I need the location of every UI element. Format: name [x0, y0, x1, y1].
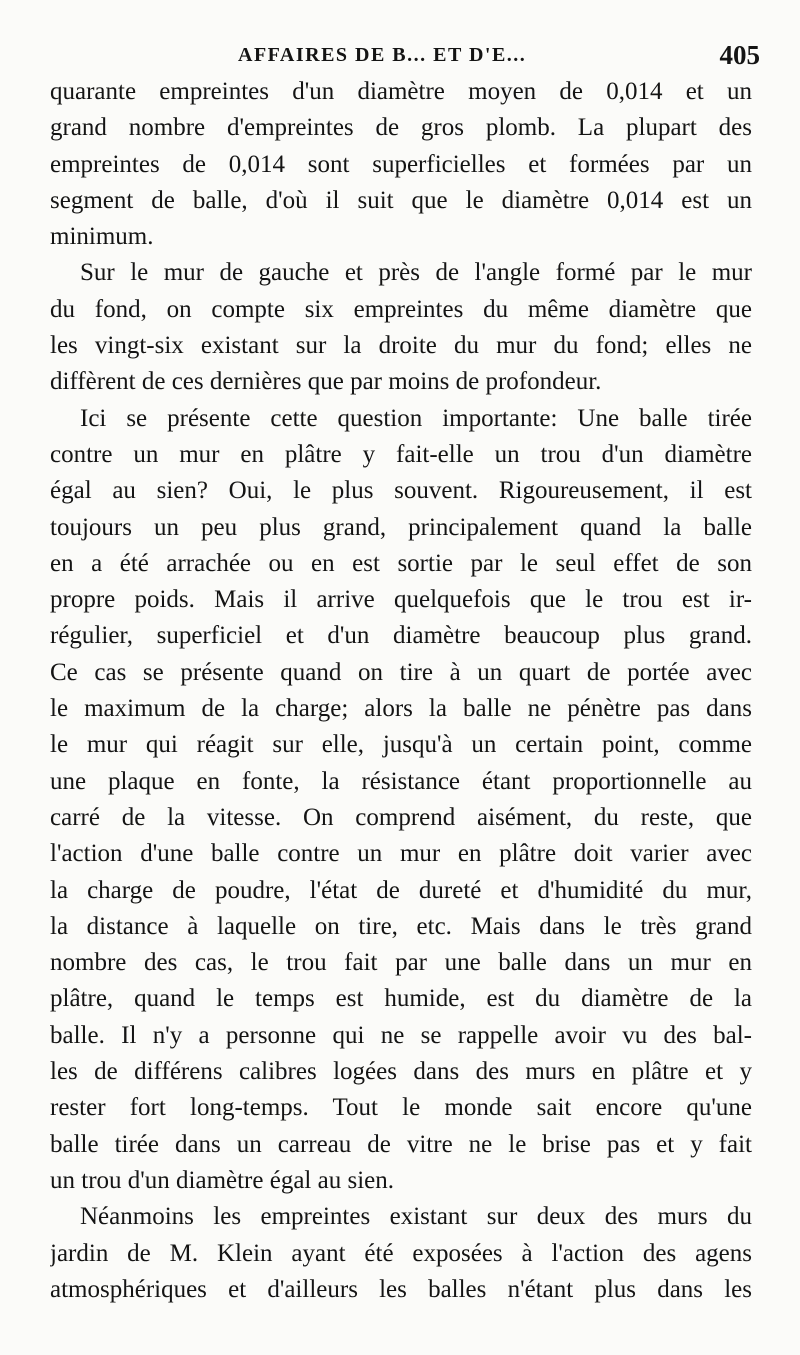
text-line: égal au sien? Oui, le plus souvent. Rigoureusement, il est — [50, 477, 752, 505]
text-line: carré de la vitesse. On comprend aisément, du reste, que — [50, 803, 752, 831]
text-line: une plaque en fonte, la résistance étant proportionnelle au — [50, 767, 752, 795]
text-line: les de différens calibres logées dans des murs en plâtre et y — [50, 1058, 752, 1086]
page-number: 405 — [719, 40, 760, 70]
text-line: les vingt-six existant sur la droite du mur du fond; elles ne — [50, 332, 752, 360]
text-line: contre un mur en plâtre y fait-elle un trou d'un diamètre — [50, 440, 752, 468]
text-line: l'action d'une balle contre un mur en plâtre doit varier avec — [50, 840, 752, 868]
text-line: Ici se présente cette question importante: Une balle tirée — [80, 404, 752, 432]
text-line: balle tirée dans un carreau de vitre ne le brise pas et y fait — [50, 1130, 752, 1158]
text-line: balle. Il n'y a personne qui ne se rappelle avoir vu des bal- — [50, 1021, 752, 1049]
text-line: minimum. — [50, 223, 154, 251]
text-line: quarante empreintes d'un diamètre moyen de 0,014 et un — [50, 78, 752, 105]
text-line: toujours un peu plus grand, principalement quand la balle — [50, 513, 752, 541]
text-line: du fond, on compte six empreintes du même diamètre que — [50, 295, 752, 323]
text-line: jardin de M. Klein ayant été exposées à l'action des agens — [50, 1239, 752, 1267]
text-line: le maximum de la charge; alors la balle ne pénètre pas dans — [50, 695, 752, 723]
text-line: empreintes de 0,014 sont superficielles et formées par un — [50, 150, 752, 178]
text-line: propre poids. Mais il arrive quelquefois que le trou est ir- — [50, 586, 752, 614]
text-line: diffèrent de ces dernières que par moins de profondeur. — [50, 368, 602, 396]
text-line: nombre des cas, le trou fait par une balle dans un mur en — [50, 949, 752, 977]
text-line: atmosphériques et d'ailleurs les balles n'étant plus dans les — [50, 1275, 752, 1303]
text-line: un trou d'un diamètre égal au sien. — [50, 1166, 394, 1194]
text-line: régulier, superficiel et d'un diamètre beaucoup plus grand. — [50, 622, 752, 650]
running-head: AFFAIRES DE B... ET D'E... — [238, 44, 527, 66]
text-line: plâtre, quand le temps est humide, est du diamètre de la — [50, 985, 752, 1013]
text-line: rester fort long-temps. Tout le monde sait encore qu'une — [50, 1094, 752, 1122]
body-text — [50, 74, 752, 1308]
text-line: Sur le mur de gauche et près de l'angle formé par le mur — [80, 259, 752, 287]
text-line: en a été arrachée ou en est sortie par le seul effet de son — [50, 549, 752, 577]
text-line: segment de balle, d'où il suit que le diamètre 0,014 est un — [50, 186, 752, 214]
text-line: le mur qui réagit sur elle, jusqu'à un certain point, comme — [50, 731, 752, 759]
text-line: la charge de poudre, l'état de dureté et d'humidité du mur, — [50, 876, 752, 904]
text-line: Ce cas se présente quand on tire à un quart de portée avec — [50, 658, 752, 686]
text-line: Néanmoins les empreintes existant sur deux des murs du — [80, 1203, 752, 1231]
text-line: grand nombre d'empreintes de gros plomb. La plupart des — [50, 114, 752, 142]
text-line: la distance à laquelle on tire, etc. Mais dans le très grand — [50, 912, 752, 940]
